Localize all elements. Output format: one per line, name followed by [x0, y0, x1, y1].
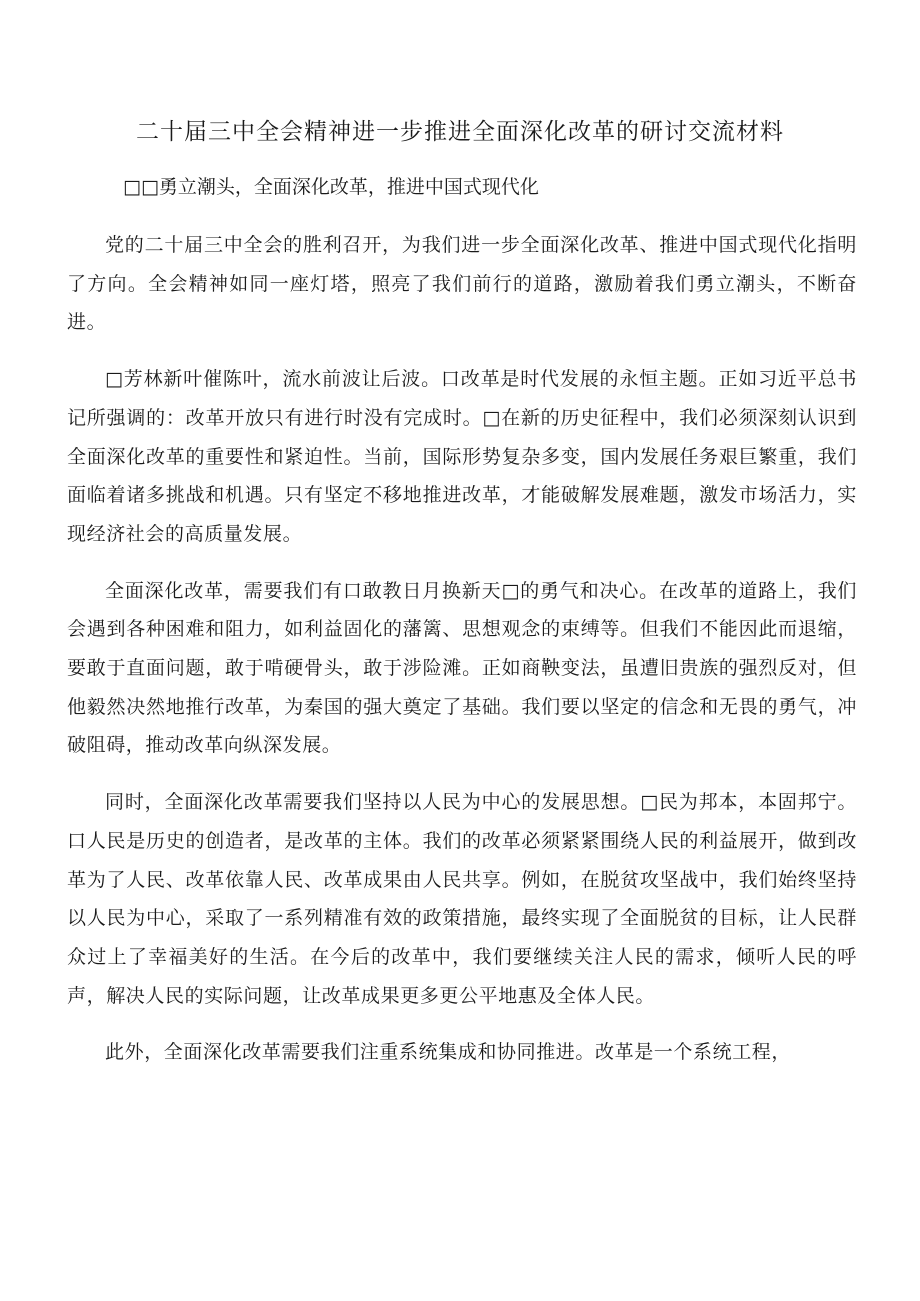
- document-body: [67, 226, 857, 1090]
- document-subtitle: □□勇立潮头，全面深化改革，推进中国式现代化: [123, 176, 539, 198]
- paragraph: □芳林新叶催陈叶，流水前波让后波。口改革是时代发展的永恒主题。正如习近平总书记所强调的：改革开放只有进行时没有完成时。□在新的历史征程中，我们必须深刻认识到全面深化改革的重要性和紧迫性。当前，国际形势复杂多变，国内发展任务艰巨繁重，我们面临着诸多挑战和机遇。只有坚定不移地推进改革，才能破解发展难题，激发市场活力，实现经济社会的高质量发展。: [67, 368, 857, 545]
- paragraph: 同时，全面深化改革需要我们坚持以人民为中心的发展思想。□民为邦本，本固邦宁。口人民是历史的创造者，是改革的主体。我们的改革必须紧紧围绕人民的利益展开，做到改革为了人民、改革依靠人民、改革成果由人民共享。例如，在脱贫攻坚战中，我们始终坚持以人民为中心，采取了一系列精准有效的政策措施，最终实现了全面脱贫的目标，让人民群众过上了幸福美好的生活。在今后的改革中，我们要继续关注人民的需求，倾听人民的呼声，解决人民的实际问题，让改革成果更多更公平地惠及全体人民。: [67, 791, 857, 1007]
- paragraph: 此外，全面深化改革需要我们注重系统集成和协同推进。改革是一个系统工程，: [105, 1041, 792, 1064]
- paragraph: 全面深化改革，需要我们有口敢教日月换新天□的勇气和决心。在改革的道路上，我们会遇到各种困难和阻力，如利益固化的藩篱、思想观念的束缚等。但我们不能因此而退缩，要敢于直面问题，敢于啃硬骨头，敢于涉险滩。正如商鞅变法，虽遭旧贵族的强烈反对，但他毅然决然地推行改革，为秦国的强大奠定了基础。我们要以坚定的信念和无畏的勇气，冲破阻碍，推动改革向纵深发展。: [67, 579, 857, 757]
- paragraph: 党的二十届三中全会的胜利召开，为我们进一步全面深化改革、推进中国式现代化指明了方向。全会精神如同一座灯塔，照亮了我们前行的道路，激励着我们勇立潮头，不断奋进。: [67, 234, 857, 334]
- document-title: 二十届三中全会精神进一步推进全面深化改革的研讨交流材料: [136, 119, 784, 145]
